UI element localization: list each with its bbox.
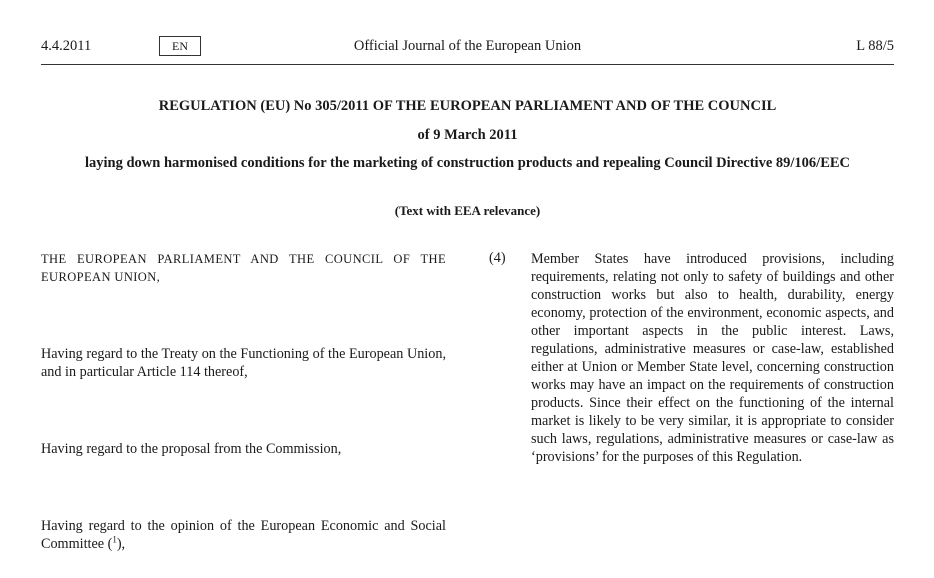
journal-name: Official Journal of the European Union bbox=[353, 38, 582, 54]
preamble-text: THE EUROPEAN PARLIAMENT AND THE COUNCIL OF THE EUROPEAN UNION, bbox=[41, 252, 446, 284]
publication-date: 4.4.2011 bbox=[41, 38, 92, 54]
citation-opinion bbox=[41, 517, 446, 553]
preamble bbox=[41, 250, 446, 286]
footnote-ref[interactable]: 1 bbox=[112, 534, 117, 545]
recital-text: Member States have introduced provisions, including requirements, relating not only to safety of buildings and other construction works but also to health, durability, energy economy, protection of the environment, economic aspects, and other important aspects in the public interest. Laws, regulations, administrative measures or case-law, established either at Union or Member State level, concerning construction works may have an impact on the requirements of construction products. Since their effect on the functioning of the internal market is likely to be very similar, it is appropriate to consider such laws, regulations, administrative measures or case-law as ‘provisions’ for the purposes of this Regulation. bbox=[531, 251, 894, 465]
citation-proposal: Having regard to the proposal from the Commission, bbox=[41, 441, 342, 457]
eea-relevance-note: (Text with EEA relevance) bbox=[394, 203, 541, 218]
journal-header bbox=[41, 36, 894, 60]
recital-number: (4) bbox=[489, 250, 506, 266]
language-badge: EN bbox=[159, 36, 201, 56]
regulation-date: of 9 March 2011 bbox=[417, 127, 518, 143]
citation-treaty: Having regard to the Treaty on the Functioning of the European Union, and in particular Article 114 thereof, bbox=[41, 346, 446, 380]
page-reference: L 88/5 bbox=[856, 38, 894, 54]
header-divider bbox=[41, 64, 894, 65]
regulation-subject: laying down harmonised conditions for the marketing of construction products and repealing Council Directive 89/106/EEC bbox=[84, 155, 851, 171]
citation-opinion-text: Having regard to the opinion of the European Economic and Social Committee ( bbox=[41, 518, 446, 552]
regulation-title: REGULATION (EU) No 305/2011 OF THE EUROPEAN PARLIAMENT AND OF THE COUNCIL bbox=[158, 98, 777, 114]
citation-opinion-end: ), bbox=[116, 536, 126, 552]
